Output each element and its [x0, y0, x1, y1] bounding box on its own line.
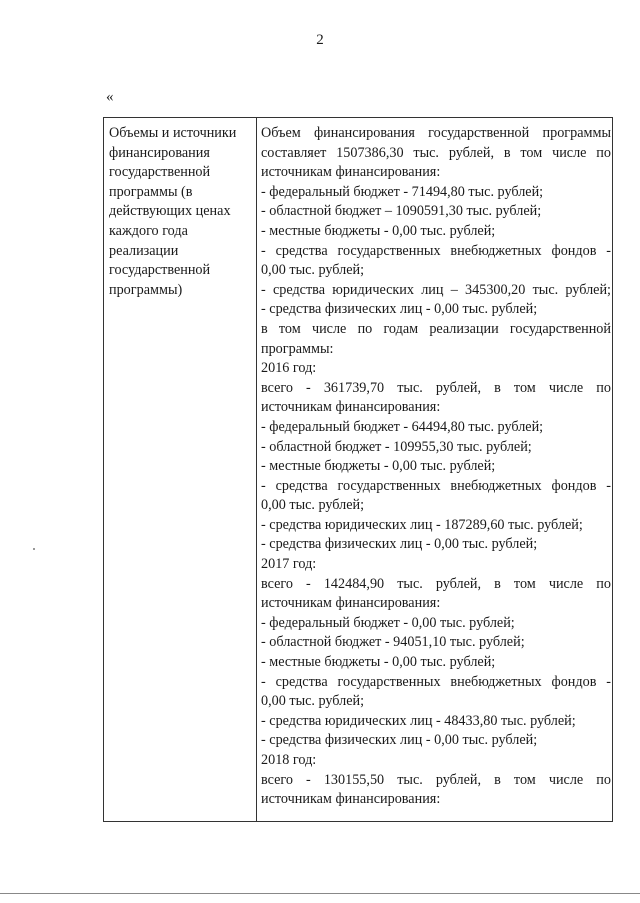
detail-line: - средства физических лиц - 0,00 тыс. рублей; — [261, 732, 538, 749]
label-line: государственной — [109, 164, 211, 181]
label-line: реализации — [109, 242, 179, 259]
detail-line: всего - 142484,90 тыс. рублей, в том числе по — [261, 575, 611, 592]
detail-line: - средства государственных внебюджетных фондов - — [261, 242, 611, 259]
detail-line: 0,00 тыс. рублей; — [261, 693, 365, 710]
detail-line: - средства физических лиц - 0,00 тыс. рублей; — [261, 301, 538, 318]
page-number: 2 — [316, 32, 324, 48]
detail-line: 2016 год: — [261, 360, 317, 377]
detail-line: - средства юридических лиц - 187289,60 тыс. рублей; — [261, 516, 583, 533]
detail-line: - федеральный бюджет - 64494,80 тыс. рублей; — [261, 418, 544, 435]
detail-line: источникам финансирования: — [261, 164, 441, 181]
label-line: действующих ценах — [109, 203, 231, 220]
label-line: финансирования — [109, 144, 210, 161]
label-line: программы) — [109, 281, 183, 298]
detail-line: - областной бюджет - 94051,10 тыс. рублей; — [261, 634, 525, 651]
detail-line: всего - 130155,50 тыс. рублей, в том числе по — [261, 771, 611, 788]
detail-line: - местные бюджеты - 0,00 тыс. рублей; — [261, 222, 496, 239]
detail-line: составляет 1507386,30 тыс. рублей, в том числе по — [261, 144, 611, 161]
detail-line: 0,00 тыс. рублей; — [261, 262, 365, 279]
detail-line: - областной бюджет – 1090591,30 тыс. рублей; — [261, 203, 542, 220]
page-bottom-rule — [0, 893, 640, 894]
detail-line: Объем финансирования государственной программы — [261, 125, 611, 141]
detail-line: - местные бюджеты - 0,00 тыс. рублей; — [261, 458, 496, 475]
detail-line: источникам финансирования: — [261, 399, 441, 416]
detail-line: - федеральный бюджет - 0,00 тыс. рублей; — [261, 614, 515, 631]
opening-quotation-mark: « — [106, 89, 114, 105]
column-divider — [256, 118, 257, 821]
funding-table — [103, 117, 613, 822]
detail-line: - средства юридических лиц – 345300,20 тыс. рублей; — [261, 281, 611, 298]
detail-line: - местные бюджеты - 0,00 тыс. рублей; — [261, 654, 496, 671]
label-line: государственной — [109, 262, 211, 279]
funding-details-cell — [261, 124, 611, 810]
detail-line: - средства физических лиц - 0,00 тыс. рублей; — [261, 536, 538, 553]
detail-line: источникам финансирования: — [261, 595, 441, 612]
detail-line: - федеральный бюджет - 71494,80 тыс. рублей; — [261, 183, 544, 200]
detail-line: 0,00 тыс. рублей; — [261, 497, 365, 514]
detail-line: в том числе по годам реализации государственной — [261, 320, 611, 337]
detail-line: - средства государственных внебюджетных фондов - — [261, 477, 611, 494]
detail-line: всего - 361739,70 тыс. рублей, в том числе по — [261, 379, 611, 396]
detail-line: - областной бюджет - 109955,30 тыс. рублей; — [261, 438, 532, 455]
detail-line: - средства юридических лиц - 48433,80 тыс. рублей; — [261, 712, 576, 729]
label-line: Объемы и источники — [109, 125, 237, 141]
detail-line: 2017 год: — [261, 556, 317, 573]
label-line: каждого года — [109, 222, 188, 239]
detail-line: источникам финансирования: — [261, 791, 441, 808]
detail-line: 2018 год: — [261, 752, 317, 768]
label-line: программы (в — [109, 183, 193, 200]
funding-label-cell — [109, 124, 254, 300]
detail-line: - средства государственных внебюджетных фондов - — [261, 673, 611, 690]
scan-speck — [33, 548, 35, 550]
detail-line: программы: — [261, 340, 334, 357]
